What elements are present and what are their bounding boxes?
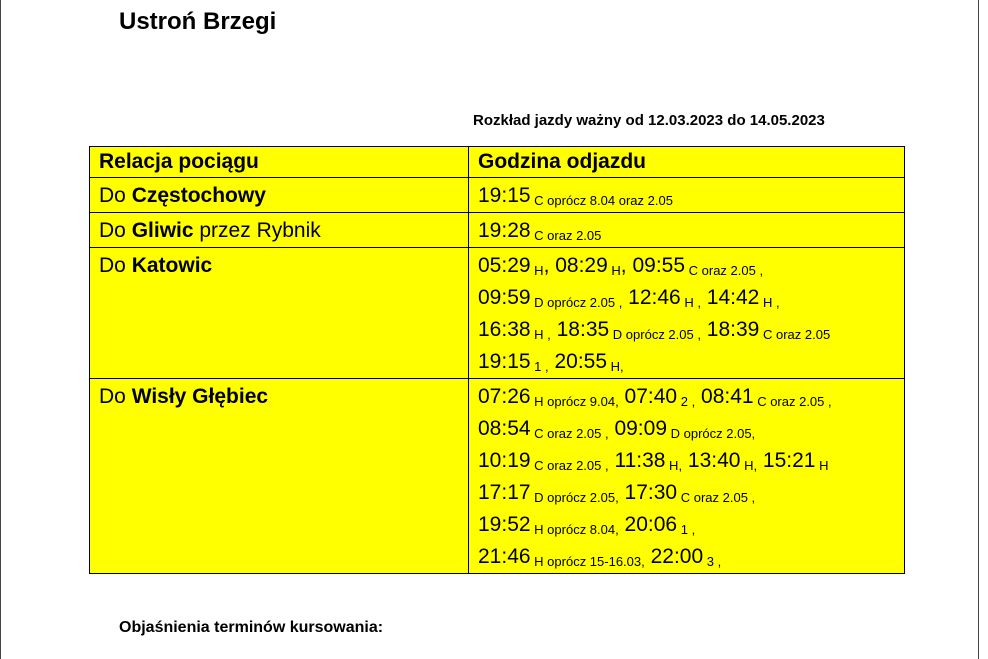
route-cell <box>90 213 469 248</box>
departure-time: 09:59 <box>478 286 531 309</box>
route-cell <box>90 379 469 574</box>
departure-note: C oprócz 8.04 oraz 2.05 <box>530 193 673 208</box>
departure-time: 19:52 <box>478 513 531 536</box>
departure-note: D oprócz 2.05 , <box>609 327 701 342</box>
departure-line <box>478 282 895 314</box>
departure-time: 19:15 <box>478 350 531 373</box>
route-destination: Częstochowy <box>131 184 266 207</box>
departure-note: H <box>607 263 621 278</box>
departure-note: D oprócz 2.05, <box>530 490 619 505</box>
departure-time: 16:38 <box>478 318 531 341</box>
departure-note: C oraz 2.05 , <box>677 490 756 505</box>
departure-line <box>478 509 895 541</box>
table-row <box>90 248 905 379</box>
departure-time: 22:00 <box>644 545 704 568</box>
departure-note: C oraz 2.05 <box>530 228 602 243</box>
departure-line <box>478 445 895 477</box>
departure-note: 1 , <box>530 359 549 374</box>
route-destination: Gliwic <box>131 219 194 242</box>
departure-time: 20:55 <box>548 350 608 373</box>
departure-note: H, <box>665 458 683 473</box>
route-prefix: Do <box>99 385 132 408</box>
departure-line <box>478 314 895 346</box>
departure-cell <box>469 213 905 248</box>
departure-note: H , <box>680 295 701 310</box>
departure-note: H <box>530 263 544 278</box>
page-edge-left <box>0 0 6 659</box>
departure-note: H <box>815 458 829 473</box>
departure-line <box>478 541 895 573</box>
departure-time: 07:26 <box>478 385 531 408</box>
departure-time: 15:21 <box>757 449 816 472</box>
departure-time: 19:15 <box>478 184 531 207</box>
table-row <box>90 213 905 248</box>
validity-note: Rozkład jazdy ważny od 12.03.2023 do 14.05.2023 <box>473 112 825 129</box>
departure-time: , 08:29 <box>543 254 608 277</box>
departure-note: H, <box>607 359 624 374</box>
departure-note: H oprócz 9.04, <box>530 394 619 409</box>
departure-time: 12:46 <box>622 286 681 309</box>
route-cell <box>90 178 469 213</box>
departure-note: H oprócz 15-16.03, <box>530 554 645 569</box>
departure-line <box>478 381 895 413</box>
route-destination: Wisły Głębiec <box>131 385 269 408</box>
timetable <box>89 146 905 574</box>
departure-time: 18:35 <box>550 318 610 341</box>
departure-note: C oraz 2.05 , <box>530 426 609 441</box>
departure-note: H , <box>530 327 551 342</box>
header-route: Relacja pociągu <box>90 147 469 178</box>
departure-time: , 09:55 <box>620 254 686 277</box>
departure-time: 19:28 <box>478 219 531 242</box>
departure-note: C oraz 2.05 <box>759 327 831 342</box>
departure-time: 10:19 <box>478 449 531 472</box>
table-row <box>90 379 905 574</box>
departure-time: 18:39 <box>700 318 760 341</box>
departure-cell <box>469 379 905 574</box>
header-departure: Godzina odjazdu <box>469 147 905 178</box>
departure-note: C oraz 2.05 , <box>685 263 764 278</box>
departure-time: 20:06 <box>618 513 678 536</box>
departure-note: H oprócz 8.04, <box>530 522 619 537</box>
departure-time: 08:54 <box>478 417 531 440</box>
departure-time: 21:46 <box>478 545 531 568</box>
departure-note: 3 , <box>703 554 722 569</box>
departure-note: 2 , <box>677 394 696 409</box>
station-title: Ustroń Brzegi <box>119 8 277 35</box>
departure-line <box>478 413 895 445</box>
timetable-header-row <box>90 147 905 178</box>
route-prefix: Do <box>99 184 132 207</box>
departure-time: 17:30 <box>618 481 678 504</box>
departure-time: 13:40 <box>682 449 741 472</box>
departure-time: 11:38 <box>608 449 666 472</box>
departure-cell <box>469 178 905 213</box>
departure-note: 1 , <box>677 522 696 537</box>
departure-line <box>478 477 895 509</box>
page-edge-right <box>978 0 988 659</box>
departure-note: H, <box>740 458 758 473</box>
explanations-heading: Objaśnienia terminów kursowania: <box>119 619 384 636</box>
route-destination: Katowic <box>131 254 213 277</box>
departure-time: 09:09 <box>608 417 667 440</box>
departure-time: 14:42 <box>700 286 760 309</box>
route-suffix: przez Rybnik <box>193 219 321 242</box>
departure-line <box>478 346 895 378</box>
timetable-body <box>90 178 905 574</box>
departure-time: 05:29 <box>478 254 531 277</box>
departure-time: 17:17 <box>478 481 531 504</box>
departure-note: C oraz 2.05 , <box>753 394 832 409</box>
departure-line <box>478 215 895 247</box>
departure-note: H , <box>759 295 780 310</box>
table-row <box>90 178 905 213</box>
departure-cell <box>469 248 905 379</box>
route-prefix: Do <box>99 254 132 277</box>
departure-line <box>478 250 895 282</box>
route-prefix: Do <box>99 219 132 242</box>
departure-note: D oprócz 2.05, <box>667 426 756 441</box>
departure-note: C oraz 2.05 , <box>530 458 609 473</box>
departure-note: D oprócz 2.05 , <box>530 295 623 310</box>
departure-time: 08:41 <box>695 385 754 408</box>
departure-line <box>478 180 895 212</box>
route-cell <box>90 248 469 379</box>
departure-time: 07:40 <box>618 385 678 408</box>
